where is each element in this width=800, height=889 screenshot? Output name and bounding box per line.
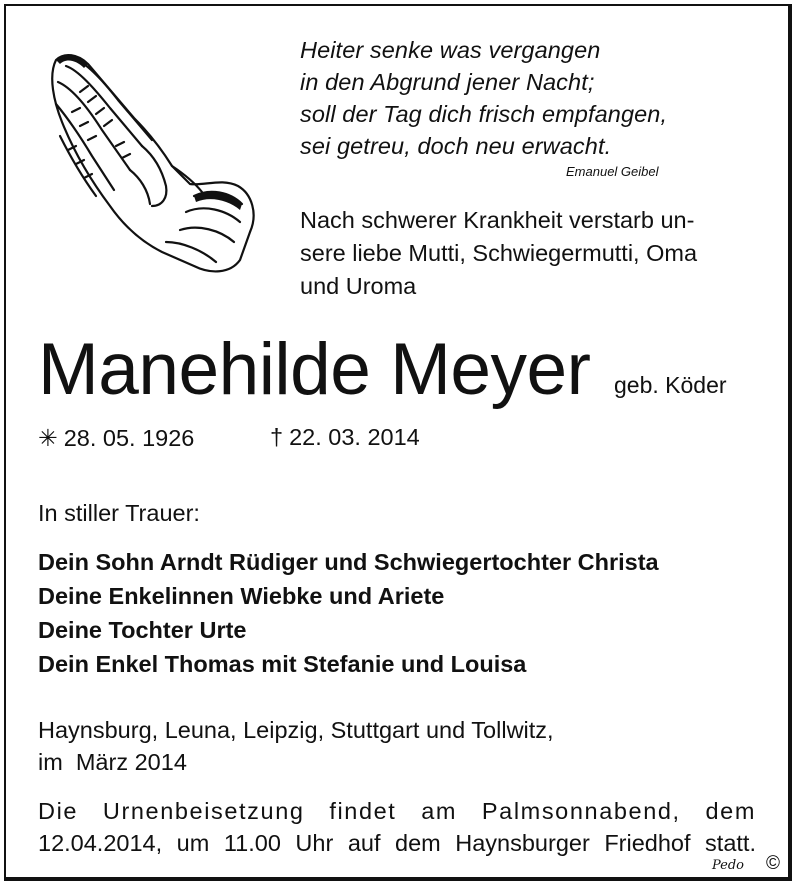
mourners-list (38, 545, 659, 681)
location-line: Haynsburg, Leuna, Leipzig, Stuttgart und Tollwitz, (38, 717, 554, 743)
death-date: 22. 03. 2014 (289, 424, 420, 450)
poem-line: soll der Tag dich frisch empfangen, (300, 101, 668, 127)
death-date-line (270, 424, 420, 451)
artist-signature: Pedo (712, 858, 745, 873)
poem (300, 34, 667, 162)
birth-date-line (38, 424, 194, 452)
location-date (38, 714, 554, 778)
burial-line: Die Urnenbeisetzung findet am Palmsonnabend, dem (38, 798, 756, 824)
deceased-name: Manehilde Meyer (38, 329, 591, 410)
mourner-line: Deine Tochter Urte (38, 617, 247, 643)
birth-date: 28. 05. 1926 (63, 425, 195, 451)
birth-star-icon: ✳ (38, 425, 58, 451)
death-cross-icon: † (270, 424, 284, 450)
poem-author: Emanuel Geibel (566, 164, 659, 179)
mourner-line: Deine Enkelinnen Wiebke und Ariete (38, 583, 445, 609)
date-line: im März 2014 (38, 749, 187, 775)
poem-line: Heiter senke was vergangen (300, 37, 601, 63)
burial-notice (38, 795, 756, 859)
praying-hands-icon (44, 46, 260, 276)
poem-line: sei getreu, doch neu erwacht. (300, 133, 612, 159)
intro-line: Nach schwerer Krankheit verstarb un- (300, 207, 695, 233)
burial-line: 12.04.2014, um 11.00 Uhr auf dem Haynsburger Friedhof statt. (38, 830, 756, 856)
mourning-heading: In stiller Trauer: (38, 500, 200, 526)
maiden-name: geb. Köder (614, 372, 727, 398)
intro-line: sere liebe Mutti, Schwiegermutti, Oma (300, 240, 698, 266)
poem-line: in den Abgrund jener Nacht; (300, 69, 595, 95)
intro-line: und Uroma (300, 273, 417, 299)
copyright-icon: © (766, 853, 780, 874)
mourner-line: Dein Sohn Arndt Rüdiger und Schwiegertochter Christa (38, 549, 659, 575)
intro-text (300, 204, 697, 303)
mourner-line: Dein Enkel Thomas mit Stefanie und Louisa (38, 651, 527, 677)
